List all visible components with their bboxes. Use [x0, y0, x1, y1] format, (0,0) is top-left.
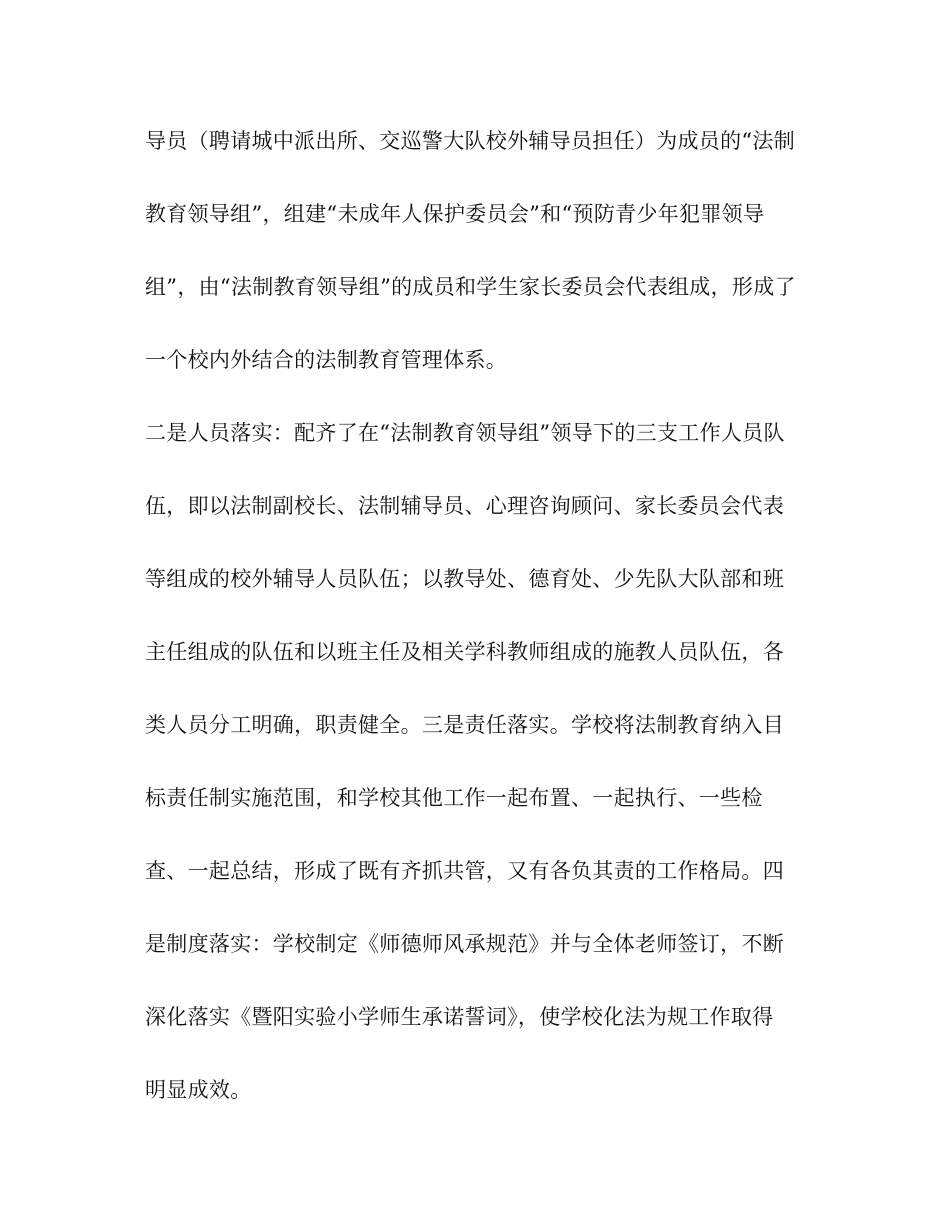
text-line: 主任组成的队伍和以班主任及相关学科教师组成的施教人员队伍，各 [145, 640, 784, 664]
body-text [145, 122, 815, 1144]
text-line: 二是人员落实：配齐了在“法制教育领导组”领导下的三支工作人员队 [145, 421, 785, 445]
text-line: 是制度落实：学校制定《师德师风承规范》并与全体老师签订，不断 [145, 932, 784, 956]
text-line: 教育领导组”，组建“未成年人保护委员会”和“预防青少年犯罪领导 [145, 202, 765, 226]
text-line: 明显成效。 [145, 1078, 252, 1102]
text-line: 查、一起总结，形成了既有齐抓共管，又有各负其责的工作格局。四 [145, 859, 784, 883]
text-line: 等组成的校外辅导人员队伍；以教导处、德育处、少先队大队部和班 [145, 567, 784, 591]
text-line: 伍，即以法制副校长、法制辅导员、心理咨询顾问、家长委员会代表 [145, 494, 784, 518]
text-line: 组”，由“法制教育领导组”的成员和学生家长委员会代表组成，形成了 [145, 275, 796, 299]
text-line: 深化落实《暨阳实验小学师生承诺誓词》，使学校化法为规工作取得 [145, 1005, 774, 1029]
text-line: 导员（聘请城中派出所、交巡警大队校外辅导员担任）为成员的“法制 [145, 129, 796, 153]
text-line: 类人员分工明确，职责健全。三是责任落实。学校将法制教育纳入目 [145, 713, 784, 737]
text-line: 标责任制实施范围，和学校其他工作一起布置、一起执行、一些检 [145, 786, 763, 810]
text-line: 一个校内外结合的法制教育管理体系。 [145, 348, 508, 372]
